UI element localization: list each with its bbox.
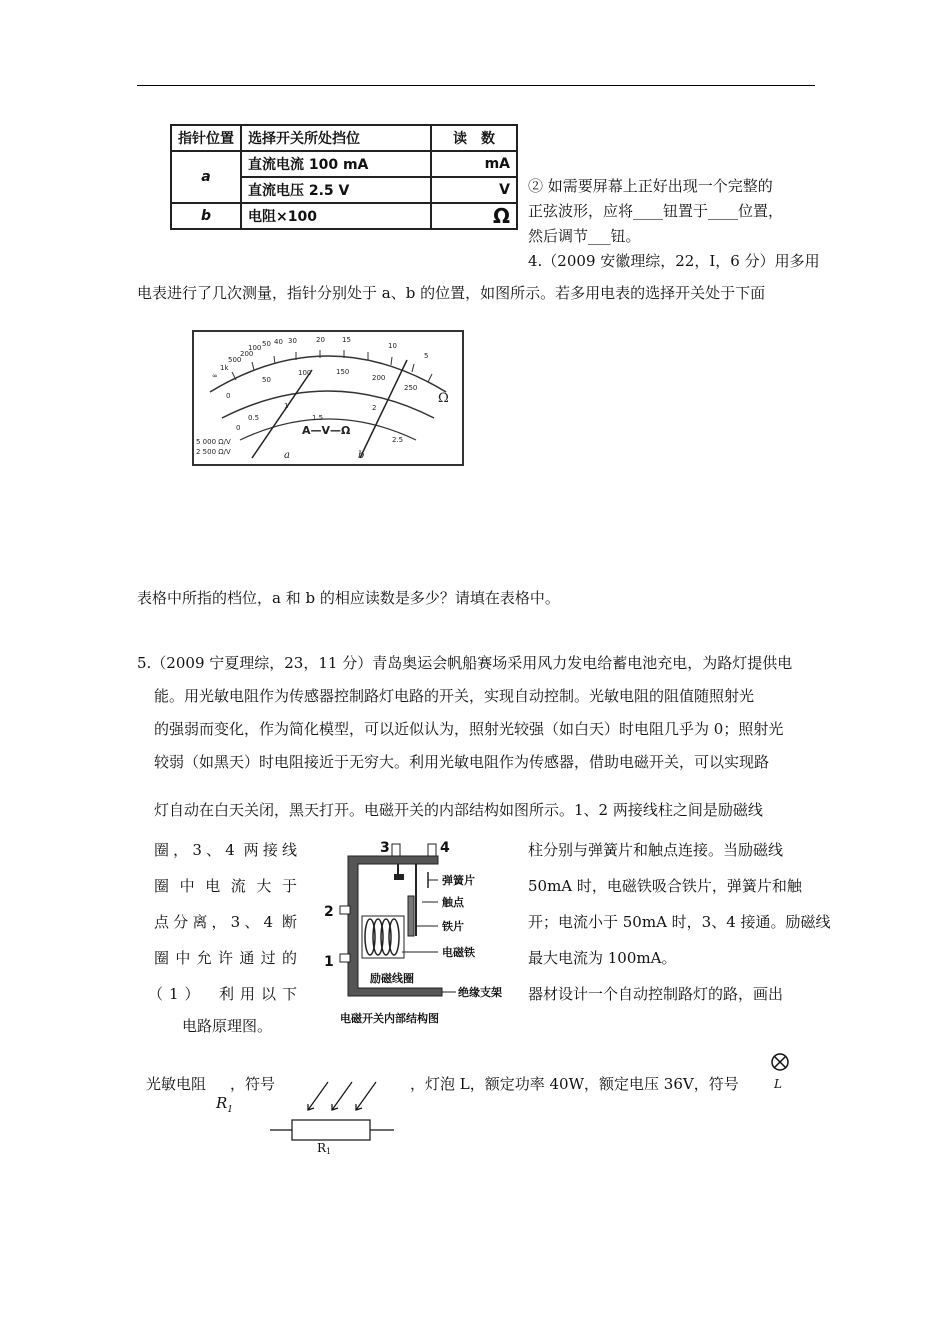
terminal-2 xyxy=(340,906,350,914)
symbol-text: ，符号 xyxy=(230,1075,276,1093)
table-cell-pos: a xyxy=(171,151,241,203)
question-5-line: 的强弱而变化，作为简化模型，可以近似认为，照射光较强（如白天）时电阻几乎为 0；照射光 xyxy=(154,720,784,738)
iron-piece-label: 铁片 xyxy=(442,920,464,933)
photoresistor-text: 光敏电阻 xyxy=(146,1075,207,1093)
terminal-1-label: 1 xyxy=(324,954,334,970)
ohm-scale-label: 20 xyxy=(316,336,325,344)
multimeter-dial-figure xyxy=(192,330,464,466)
terminal-3 xyxy=(392,844,400,856)
terminal-2-label: 2 xyxy=(324,904,334,920)
table-cell-unit: mA xyxy=(431,151,517,177)
electromagnet-label: 电磁铁 xyxy=(442,946,475,959)
ohm-symbol: Ω xyxy=(438,391,449,406)
dc-scale-label: 50 xyxy=(262,376,271,384)
question-5-left-line: 圈，3、4 两接线 xyxy=(154,841,297,859)
ohm-scale-label: ∞ xyxy=(212,372,218,380)
question-5-right-line: 器材设计一个自动控制路灯的路，画出 xyxy=(528,985,784,1003)
pointer-a-label: a xyxy=(284,450,290,461)
question-4-line: 表格中所指的档位，a 和 b 的相应读数是多少？请填在表格中。 xyxy=(137,589,560,607)
table-header: 指针位置 xyxy=(171,125,241,151)
question-5-left-line: 点分离，3、4 断 xyxy=(154,913,297,931)
dc-scale-label: 250 xyxy=(404,384,418,392)
table-header: 读 数 xyxy=(431,125,517,151)
question-4-line: 电表进行了几次测量，指针分别处于 a、b 的位置，如图所示。若多用电表的选择开关处于下面 xyxy=(137,284,766,302)
figure-caption: 电磁开关内部结构图 xyxy=(340,1012,439,1025)
ohm-scale-label: 100 xyxy=(248,344,262,352)
ac-scale-label: 0.5 xyxy=(248,414,260,422)
table-cell-pos: b xyxy=(171,203,241,229)
contact-label: 触点 xyxy=(442,896,464,909)
ac-scale-label: 1.5 xyxy=(312,414,324,422)
lamp-symbol xyxy=(766,1050,794,1094)
meter-center-label: A—V—Ω xyxy=(302,424,351,437)
terminal-4-label: 4 xyxy=(440,840,450,856)
question-5-left-line: （1） 利用以下 xyxy=(148,985,297,1003)
dc-scale-label: 0 xyxy=(226,392,231,400)
pointer-a xyxy=(252,370,312,458)
question-5-line: 较弱（如黑天）时电阻接近于无穷大。利用光敏电阻作为传感器，借助电磁开关，可以实现路 xyxy=(154,753,770,771)
iron-piece xyxy=(408,896,414,936)
question-5-right-line: 柱分别与弹簧片和触点连接。当励磁线 xyxy=(528,841,784,859)
table-header-row xyxy=(171,125,517,151)
question-4-line: 4.（2009 安徽理综，22，Ⅰ，6 分）用多用 xyxy=(528,252,820,270)
dc-scale-label: 150 xyxy=(336,368,350,376)
ohm-scale-label: 200 xyxy=(240,350,254,358)
terminal-3-label: 3 xyxy=(380,840,390,856)
ohm-scale-label: 40 xyxy=(274,338,283,346)
r1-box-label: R1 xyxy=(317,1141,332,1156)
ohm-scale-label: 500 xyxy=(228,356,242,364)
r1-letter: R xyxy=(216,1094,228,1112)
meter-spec: 5 000 Ω/V xyxy=(196,438,231,446)
terminal-1 xyxy=(340,954,350,962)
question-5-right-line: 最大电流为 100mA。 xyxy=(528,949,677,967)
ac-scale-label: 0 xyxy=(236,424,241,432)
table-cell-setting: 直流电压 2.5 V xyxy=(241,177,431,203)
lamp-text: ，灯泡 L，额定功率 40W，额定电压 36V，符号 xyxy=(410,1075,739,1093)
ohm-scale-label: 30 xyxy=(288,337,297,345)
dc-scale-label: 200 xyxy=(372,374,386,382)
table-cell-setting: 电阻×100 xyxy=(241,203,431,229)
ohm-scale-label: 10 xyxy=(388,342,397,350)
question-5-line: 能。用光敏电阻作为传感器控制路灯电路的开关，实现自动控制。光敏电阻的阻值随照射光 xyxy=(154,687,755,705)
prev-question-line: ② 如需要屏幕上正好出现一个完整的 xyxy=(528,177,773,195)
table-header: 选择开关所处挡位 xyxy=(241,125,431,151)
prev-question-line: 然后调节___钮。 xyxy=(528,227,641,245)
question-5-left-line: 电路原理图。 xyxy=(182,1017,273,1035)
spring-leaf-label: 弹簧片 xyxy=(442,874,475,887)
ac-scale-label: 1 xyxy=(284,402,289,410)
pointer-b-label: b xyxy=(358,450,365,461)
table-row xyxy=(171,203,517,229)
question-5-line: 5.（2009 宁夏理综，23，11 分）青岛奥运会帆船赛场采用风力发电给蓄电池充电，为路灯提供电 xyxy=(137,654,793,672)
question-5-left-line: 圈中电流大于 xyxy=(154,877,297,895)
header-rule xyxy=(137,85,815,86)
ohm-scale-label: 15 xyxy=(342,336,351,344)
lamp-label: L xyxy=(774,1077,782,1091)
question-5-line: 灯自动在白天关闭，黑天打开。电磁开关的内部结构如图所示。1、2 两接线柱之间是励磁线 xyxy=(154,801,763,819)
table-cell-unit: Ω xyxy=(431,203,517,229)
dc-scale-label: 100 xyxy=(298,369,312,377)
electromagnetic-switch-figure xyxy=(310,836,520,1026)
bracket-label: 绝缘支架 xyxy=(458,986,502,999)
ohm-scale-label: 5 xyxy=(424,352,429,360)
question-5-right-line: 50mA 时，电磁铁吸合铁片，弹簧片和触 xyxy=(528,877,802,895)
ohm-scale-label: 1k xyxy=(220,364,229,372)
table-row xyxy=(171,151,517,177)
question-5-right-line: 开；电流小于 50mA 时，3、4 接通。励磁线 xyxy=(528,913,831,931)
coil-label: 励磁线圈 xyxy=(370,972,414,985)
r1-subscript: 1 xyxy=(227,1105,234,1115)
meter-spec: 2 500 Ω/V xyxy=(196,448,231,456)
ac-scale-label: 2.5 xyxy=(392,436,404,444)
meter-setting-table xyxy=(170,124,518,230)
table-cell-setting: 直流电流 100 mA xyxy=(241,151,431,177)
ohm-scale-label: 50 xyxy=(262,340,271,348)
photoresistor-symbol xyxy=(270,1080,394,1156)
prev-question-line: 正弦波形，应将____钮置于____位置， xyxy=(528,202,784,220)
r1-label xyxy=(216,1094,233,1115)
ac-scale-label: 2 xyxy=(372,404,377,412)
table-cell-unit: V xyxy=(431,177,517,203)
question-5-left-line: 圈中允许通过的 xyxy=(154,949,297,967)
terminal-4 xyxy=(428,844,436,856)
